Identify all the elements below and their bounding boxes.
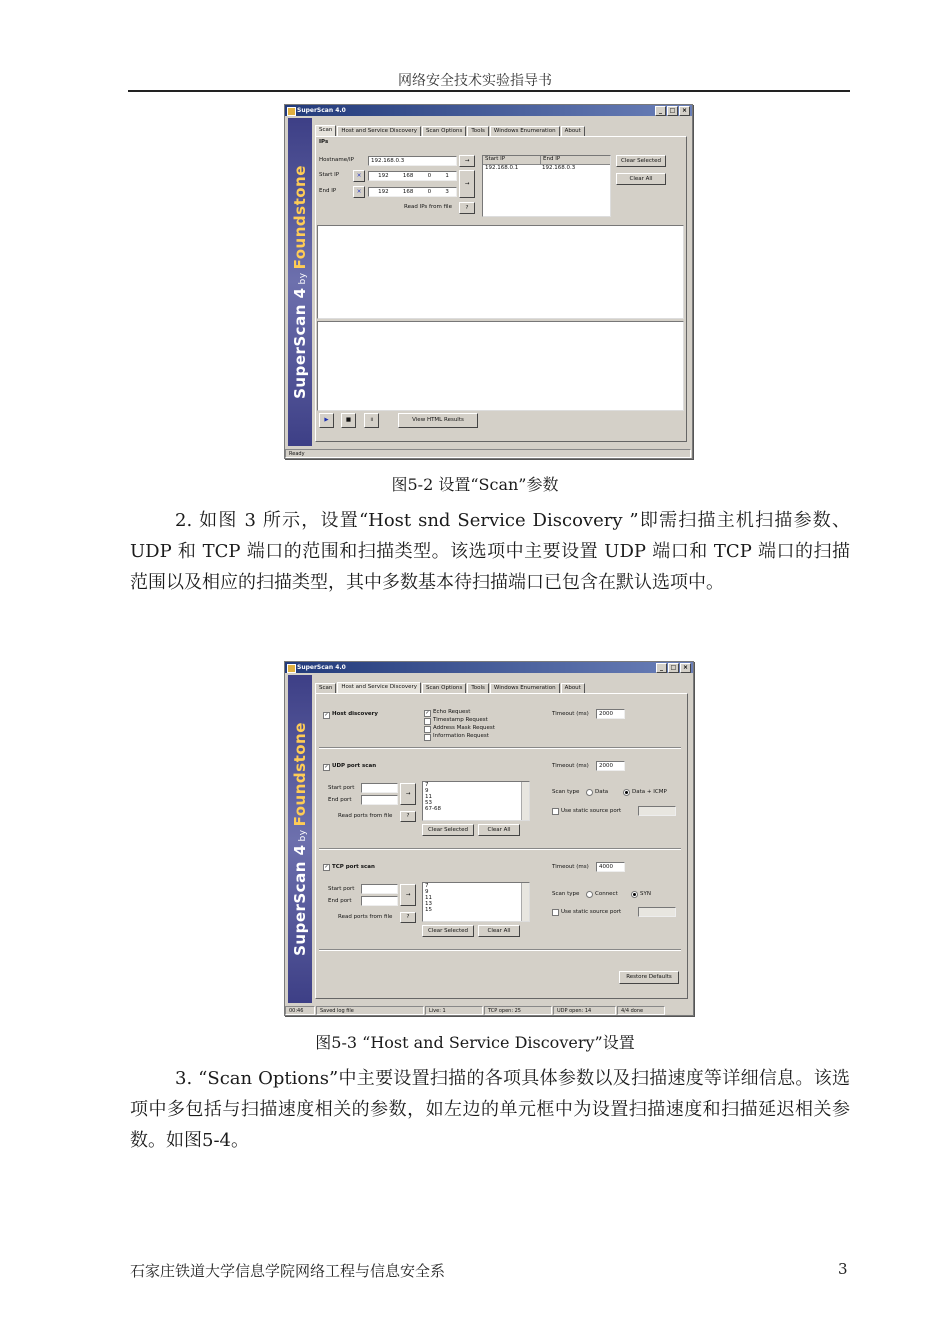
- clear-start-ip-icon[interactable]: ✕: [353, 170, 365, 182]
- udp-data-label: Data: [595, 789, 609, 795]
- divider: [319, 848, 681, 850]
- tcp-timeout-input[interactable]: 4000: [596, 862, 625, 872]
- start-ip-input[interactable]: [368, 171, 457, 181]
- information-request-checkbox[interactable]: [424, 734, 431, 741]
- page-number: 3: [838, 1260, 848, 1278]
- tab-about[interactable]: About: [561, 126, 585, 136]
- udp-list-scrollbar[interactable]: [521, 782, 529, 820]
- tcp-syn-label: SYN: [640, 891, 651, 897]
- brand-company: Foundstone: [291, 722, 309, 827]
- read-ips-label: Read IPs from file: [404, 204, 452, 210]
- divider: [319, 949, 681, 951]
- udp-scan-label: UDP port scan: [332, 763, 377, 769]
- brand-product: SuperScan: [291, 304, 309, 399]
- hostname-label: Hostname/IP: [319, 157, 354, 163]
- log-pane[interactable]: [317, 321, 684, 411]
- end-ip-octet-4: 3: [445, 189, 449, 195]
- title-bar: [285, 662, 693, 673]
- start-ip-octet-3: 0: [427, 173, 432, 179]
- add-hostname-button[interactable]: →: [459, 155, 475, 167]
- udp-data-radio[interactable]: [586, 789, 593, 796]
- tab-windows-enumeration[interactable]: Windows Enumeration: [490, 683, 560, 693]
- udp-end-port-label: End port: [328, 797, 352, 803]
- figure-host-discovery-window: [284, 661, 694, 1016]
- address-mask-label: Address Mask Request: [433, 725, 495, 731]
- brand-banner: [288, 675, 312, 1003]
- tcp-start-port-label: Start port: [328, 886, 355, 892]
- udp-clear-all-button[interactable]: Clear All: [478, 824, 520, 836]
- header-rule: [128, 90, 850, 92]
- end-ip-octet-2: 168: [402, 189, 414, 195]
- udp-static-port-checkbox[interactable]: [552, 808, 559, 815]
- start-ip-octet-1: 192: [378, 173, 389, 179]
- page-header: 网络安全技术实验指导书: [398, 73, 552, 89]
- information-request-label: Information Request: [433, 733, 489, 739]
- brand-by: by: [298, 829, 308, 842]
- status-udp-open: UDP open: 14: [553, 1006, 616, 1015]
- status-bar: [285, 449, 692, 458]
- title-bar: [285, 105, 692, 116]
- udp-scan-type-label: Scan type: [552, 789, 580, 795]
- udp-read-ports-button[interactable]: ?: [400, 811, 416, 822]
- stop-scan-button[interactable]: ■: [341, 413, 356, 428]
- status-log: Saved log file: [316, 1006, 424, 1015]
- tab-host-service-discovery[interactable]: Host and Service Discovery: [337, 126, 421, 136]
- echo-request-checkbox[interactable]: ✓: [425, 710, 430, 716]
- tab-strip: [315, 126, 586, 136]
- tab-windows-enumeration[interactable]: Windows Enumeration: [490, 126, 560, 136]
- figure-caption-1: 图5-2 设置“Scan”参数: [391, 475, 559, 494]
- list-row[interactable]: [483, 165, 610, 171]
- view-html-results-button[interactable]: View HTML Results: [398, 413, 478, 428]
- udp-timeout-label: Timeout (ms): [552, 763, 589, 769]
- tcp-read-ports-label: Read ports from file: [338, 914, 393, 920]
- tcp-clear-all-button[interactable]: Clear All: [478, 925, 520, 937]
- tcp-static-port-label: Use static source port: [561, 909, 622, 915]
- status-text: Ready: [285, 449, 691, 458]
- window-title: SuperScan 4.0: [297, 107, 346, 114]
- udp-end-port-input[interactable]: [361, 795, 398, 805]
- udp-start-port-label: Start port: [328, 785, 355, 791]
- end-ip-input[interactable]: [368, 187, 457, 197]
- timestamp-request-label: Timestamp Request: [433, 717, 488, 723]
- restore-defaults-button[interactable]: Restore Defaults: [619, 971, 679, 984]
- udp-add-port-button[interactable]: →: [400, 783, 416, 805]
- udp-timeout-input[interactable]: 2000: [596, 761, 625, 771]
- results-pane[interactable]: [317, 225, 684, 319]
- udp-static-port-label: Use static source port: [561, 808, 622, 814]
- tcp-connect-label: Connect: [595, 891, 618, 897]
- tab-tools[interactable]: Tools: [467, 126, 489, 136]
- add-range-button[interactable]: →: [459, 170, 475, 198]
- tcp-timeout-label: Timeout (ms): [552, 864, 589, 870]
- tcp-port-list[interactable]: [422, 882, 530, 922]
- udp-read-ports-label: Read ports from file: [338, 813, 393, 819]
- tab-scan[interactable]: Scan: [315, 683, 336, 693]
- brand-banner: [288, 118, 312, 446]
- tab-scan-options[interactable]: Scan Options: [422, 683, 466, 693]
- clear-end-ip-icon[interactable]: ✕: [353, 186, 365, 198]
- brand-version: 4: [291, 287, 309, 299]
- ips-label: IPs: [319, 139, 329, 145]
- start-scan-button[interactable]: ▶: [319, 413, 334, 428]
- app-icon: [287, 664, 296, 673]
- tcp-scan-checkbox[interactable]: ✓: [324, 864, 329, 870]
- scan-tab-panel: [315, 136, 687, 442]
- tcp-connect-radio[interactable]: [586, 891, 593, 898]
- udp-data-icmp-radio[interactable]: [623, 789, 630, 796]
- tab-about[interactable]: About: [561, 683, 585, 693]
- host-timeout-input[interactable]: 2000: [596, 709, 625, 719]
- row-end-ip: 192.168.0.3: [542, 165, 576, 171]
- tcp-port-item[interactable]: 11: [425, 895, 432, 901]
- status-time: 00:46: [285, 1006, 315, 1015]
- end-ip-octet-1: 192: [378, 189, 389, 195]
- tcp-end-port-label: End port: [328, 898, 352, 904]
- maximize-icon[interactable]: □: [668, 663, 679, 673]
- udp-port-item[interactable]: 67-68: [425, 806, 441, 812]
- close-icon[interactable]: ×: [680, 663, 691, 673]
- udp-start-port-input[interactable]: [361, 783, 398, 793]
- window-title: SuperScan 4.0: [297, 664, 346, 671]
- figure-scan-window: [284, 104, 693, 459]
- udp-port-item[interactable]: 11: [425, 794, 432, 800]
- tab-host-service-discovery[interactable]: Host and Service Discovery: [337, 682, 421, 694]
- echo-request-label: Echo Request: [433, 709, 471, 715]
- tcp-static-port-input[interactable]: [638, 907, 676, 917]
- brand-version: 4: [291, 844, 309, 856]
- clear-all-button[interactable]: Clear All: [616, 173, 666, 185]
- end-ip-octet-3: 0: [427, 189, 432, 195]
- start-ip-label: Start IP: [319, 172, 340, 178]
- tcp-scan-type-label: Scan type: [552, 891, 580, 897]
- tab-scan[interactable]: Scan: [315, 125, 336, 137]
- host-discovery-label: Host discovery: [332, 711, 378, 717]
- end-ip-label: End IP: [319, 188, 337, 194]
- ip-range-list[interactable]: [482, 155, 611, 217]
- close-icon[interactable]: ×: [679, 106, 690, 116]
- tcp-port-item[interactable]: 7: [425, 883, 429, 889]
- read-ips-button[interactable]: ?: [459, 202, 475, 214]
- figure-caption-2: 图5-3 “Host and Service Discovery”设置: [315, 1033, 635, 1052]
- start-ip-octet-2: 168: [402, 173, 414, 179]
- hostname-input[interactable]: 192.168.0.3: [368, 156, 457, 166]
- tcp-port-item[interactable]: 13: [425, 901, 432, 907]
- row-start-ip: 192.168.0.1: [485, 165, 519, 171]
- tcp-syn-radio[interactable]: [631, 891, 638, 898]
- paragraph-3: 3. “Scan Options”中主要设置扫描的各项具体参数以及扫描速度等详细信息。该选项中多包括与扫描速度相关的参数，如左边的单元框中为设置扫描速度和扫描延迟相关参数。如图5-4。: [130, 1068, 850, 1151]
- divider: [319, 747, 681, 749]
- tcp-static-port-checkbox[interactable]: [552, 909, 559, 916]
- brand-product: SuperScan: [291, 861, 309, 956]
- udp-clear-selected-button[interactable]: Clear Selected: [422, 824, 474, 836]
- start-ip-octet-4: 1: [445, 173, 449, 179]
- address-mask-checkbox[interactable]: [424, 726, 431, 733]
- tcp-clear-selected-button[interactable]: Clear Selected: [422, 925, 474, 937]
- tab-scan-options[interactable]: Scan Options: [422, 126, 466, 136]
- tcp-list-scrollbar[interactable]: [521, 883, 529, 921]
- udp-scan-checkbox[interactable]: ✓: [324, 764, 329, 770]
- status-live: Live: 1: [425, 1006, 483, 1015]
- timestamp-request-checkbox[interactable]: [424, 718, 431, 725]
- tab-tools[interactable]: Tools: [467, 683, 489, 693]
- app-icon: [287, 107, 296, 116]
- list-header-end-ip[interactable]: End IP: [543, 156, 561, 162]
- tcp-port-item[interactable]: 15: [425, 907, 432, 913]
- udp-port-item[interactable]: 7: [425, 782, 429, 788]
- brand-by: by: [298, 272, 308, 285]
- tcp-end-port-input[interactable]: [361, 896, 398, 906]
- discovery-tab-panel: [315, 693, 688, 999]
- host-timeout-label: Timeout (ms): [552, 711, 589, 717]
- tcp-read-ports-button[interactable]: ?: [400, 912, 416, 923]
- tcp-port-item[interactable]: 9: [425, 889, 429, 895]
- tcp-add-port-button[interactable]: →: [400, 884, 416, 906]
- clear-selected-button[interactable]: Clear Selected: [616, 155, 666, 167]
- status-tcp-open: TCP open: 25: [484, 1006, 552, 1015]
- footer-department: 石家庄铁道大学信息学院网络工程与信息安全系: [130, 1262, 446, 1280]
- host-discovery-checkbox[interactable]: ✓: [324, 712, 329, 718]
- status-bar: [285, 1006, 693, 1015]
- list-header-start-ip[interactable]: Start IP: [483, 156, 541, 164]
- status-done: 4/4 done: [617, 1006, 665, 1015]
- udp-port-list[interactable]: [422, 781, 530, 821]
- minimize-icon[interactable]: _: [656, 663, 667, 673]
- maximize-icon[interactable]: □: [667, 106, 678, 116]
- udp-port-item[interactable]: 53: [425, 800, 432, 806]
- udp-port-item[interactable]: 9: [425, 788, 429, 794]
- udp-static-port-input[interactable]: [638, 806, 676, 816]
- brand-company: Foundstone: [291, 165, 309, 270]
- tcp-start-port-input[interactable]: [361, 884, 398, 894]
- minimize-icon[interactable]: _: [655, 106, 666, 116]
- tcp-scan-label: TCP port scan: [332, 864, 375, 870]
- tab-strip: [315, 683, 586, 693]
- udp-data-icmp-label: Data + ICMP: [632, 789, 667, 795]
- paragraph-2: 2. 如图 3 所示，设置“Host snd Service Discovery ”即需扫描主机扫描参数、UDP 和 TCP 端口的范围和扫描类型。该选项中主要设置 UDP 端口和 TCP 端口的扫描范围以及相应的扫描类型，其中多数基本待扫描端口已包含在默认选项中。: [130, 510, 850, 593]
- pause-scan-button[interactable]: ॥: [364, 413, 379, 428]
